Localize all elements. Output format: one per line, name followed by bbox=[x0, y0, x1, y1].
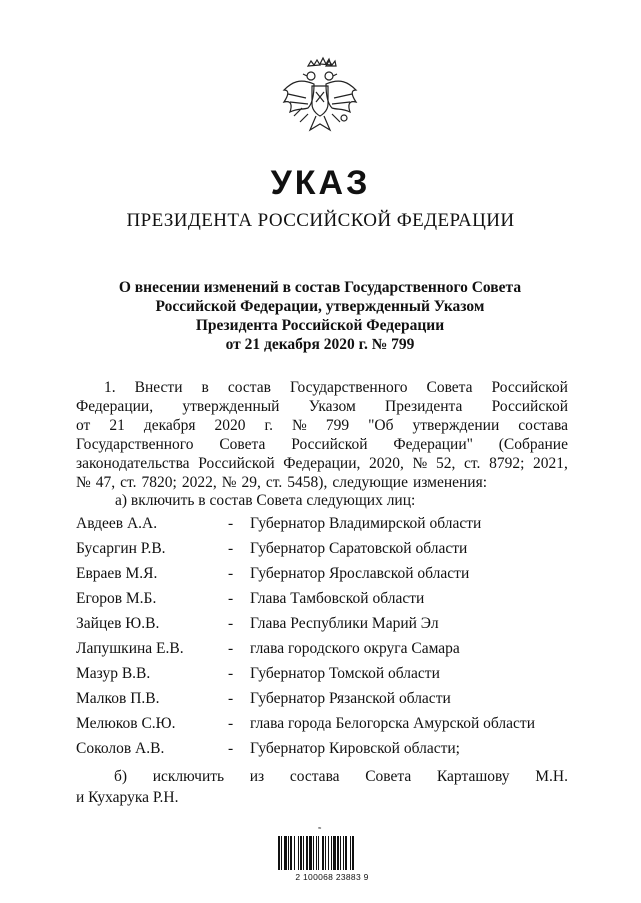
member-row bbox=[76, 714, 576, 739]
barcode-bar bbox=[331, 836, 332, 870]
member-role: Губернатор Владимирской области bbox=[250, 515, 482, 532]
word: Указом bbox=[308, 398, 356, 415]
word: Федерации, bbox=[283, 455, 361, 472]
member-row bbox=[76, 664, 576, 689]
barcode-number: 2 100068 23883 9 bbox=[295, 872, 369, 882]
word: из bbox=[249, 768, 265, 785]
paragraph-line bbox=[76, 454, 568, 473]
word: 2022, bbox=[181, 474, 217, 491]
barcode-bar bbox=[340, 836, 341, 870]
barcode-bar bbox=[337, 836, 339, 870]
member-name: Мелюков С.Ю. bbox=[76, 715, 176, 732]
word: в bbox=[201, 379, 209, 396]
barcode-bar bbox=[300, 836, 302, 870]
member-role: глава города Белогорска Амурской области bbox=[250, 715, 535, 732]
member-role: Губернатор Ярославской области bbox=[250, 565, 470, 582]
barcode-bar bbox=[350, 836, 351, 870]
word: 1. bbox=[104, 379, 116, 396]
word: утвержденный bbox=[182, 398, 280, 415]
word: исключить bbox=[152, 768, 225, 785]
member-dash: - bbox=[228, 590, 234, 607]
word: № bbox=[292, 417, 307, 434]
member-dash: - bbox=[228, 665, 234, 682]
word: 2021, bbox=[533, 455, 568, 472]
member-name: Евраев М.Я. bbox=[76, 565, 158, 582]
member-role: Губернатор Кировской области; bbox=[250, 740, 460, 757]
barcode-bar bbox=[322, 836, 324, 870]
word: следующие bbox=[332, 474, 408, 491]
word: изменения: bbox=[412, 474, 488, 491]
member-dash: - bbox=[228, 565, 234, 582]
barcode-bar bbox=[328, 836, 329, 870]
member-role: Губернатор Саратовской области bbox=[250, 540, 468, 557]
word: ст. bbox=[464, 455, 481, 472]
member-name: Авдеев А.А. bbox=[76, 515, 158, 532]
barcode-bar bbox=[298, 836, 299, 870]
member-row bbox=[76, 639, 576, 664]
barcode-bar bbox=[284, 836, 287, 870]
barcode-bars bbox=[276, 836, 388, 870]
member-role: Глава Республики Марий Эл bbox=[250, 615, 439, 632]
member-name: Соколов А.В. bbox=[76, 740, 165, 757]
word: г. bbox=[264, 417, 274, 434]
barcode-bar bbox=[290, 836, 292, 870]
member-name: Мазур В.В. bbox=[76, 665, 151, 682]
decree-subtitle: ПРЕЗИДЕНТА РОССИЙСКОЙ ФЕДЕРАЦИИ bbox=[126, 210, 515, 231]
word: декабря bbox=[143, 417, 196, 434]
barcode-bar bbox=[288, 836, 289, 870]
member-row bbox=[76, 564, 576, 589]
word: от bbox=[76, 417, 91, 434]
word: № bbox=[76, 474, 91, 491]
member-dash: - bbox=[228, 515, 234, 532]
member-dash: - bbox=[228, 740, 234, 757]
word: состав bbox=[227, 379, 271, 396]
word: № bbox=[221, 474, 237, 491]
member-row bbox=[76, 689, 576, 714]
member-role: Губернатор Рязанской области bbox=[250, 690, 451, 707]
word: ст. bbox=[265, 474, 283, 491]
word: 8792; bbox=[489, 455, 525, 472]
word: б) bbox=[114, 768, 128, 785]
member-role: глава городского округа Самара bbox=[250, 640, 460, 657]
barcode-bar bbox=[318, 836, 319, 870]
word: 2020 bbox=[214, 417, 246, 434]
barcode-bar bbox=[303, 836, 304, 870]
heading-line: О внесении изменений в состав Государственного Совета bbox=[118, 279, 522, 296]
word: 5458), bbox=[287, 474, 328, 491]
subclause-b bbox=[76, 766, 568, 808]
member-role: Губернатор Томской области bbox=[250, 665, 440, 682]
barcode-bar bbox=[313, 836, 314, 870]
barcode-bar bbox=[316, 836, 317, 870]
paragraph-1 bbox=[76, 378, 568, 492]
member-dash: - bbox=[228, 540, 234, 557]
word: 2020, bbox=[369, 455, 404, 472]
subclause-b-line bbox=[76, 766, 568, 787]
paragraph-line bbox=[76, 378, 568, 397]
member-name: Лапушкина Е.В. bbox=[76, 640, 184, 657]
member-dash: - bbox=[228, 640, 234, 657]
word: Совета bbox=[365, 768, 412, 785]
member-row bbox=[76, 539, 576, 564]
barcode-bar bbox=[309, 836, 312, 870]
word: 7820; bbox=[141, 474, 177, 491]
heading-line: Российской Федерации, утвержденный Указом bbox=[155, 298, 485, 315]
member-name: Бусаргин Р.В. bbox=[76, 540, 166, 557]
member-row bbox=[76, 589, 576, 614]
word: Внести bbox=[134, 379, 183, 396]
word: Президента bbox=[385, 398, 463, 415]
word: (Собрание bbox=[498, 436, 568, 453]
barcode-bar bbox=[345, 836, 347, 870]
paragraph-line bbox=[76, 397, 568, 416]
barcode-bar bbox=[343, 836, 344, 870]
subclause-b-line: и Кухарука Р.Н. bbox=[76, 789, 179, 806]
word: М.Н. bbox=[535, 768, 568, 785]
heading-line: от 21 декабря 2020 г. № 799 bbox=[225, 336, 415, 353]
member-row bbox=[76, 514, 576, 539]
word: 52, bbox=[436, 455, 456, 472]
members-list bbox=[76, 514, 576, 764]
barcode-bar bbox=[306, 836, 308, 870]
member-name: Зайцев Ю.В. bbox=[76, 615, 160, 632]
barcode-bar bbox=[352, 836, 354, 870]
word: 799 bbox=[325, 417, 350, 434]
word: состава bbox=[518, 417, 568, 434]
print-mark: ≈ bbox=[318, 826, 322, 832]
member-dash: - bbox=[228, 690, 234, 707]
barcode-bar bbox=[325, 836, 326, 870]
word: состава bbox=[289, 768, 340, 785]
heading-line: Президента Российской Федерации bbox=[195, 317, 445, 334]
member-dash: - bbox=[228, 615, 234, 632]
member-row bbox=[76, 614, 576, 639]
word: Совета bbox=[426, 379, 473, 396]
word: 29, bbox=[241, 474, 261, 491]
word: Российской bbox=[291, 436, 368, 453]
word: 47, bbox=[95, 474, 116, 491]
word: ст. bbox=[120, 474, 137, 491]
word: Российской bbox=[198, 455, 275, 472]
paragraph-line bbox=[76, 473, 568, 492]
word: "Об bbox=[368, 417, 394, 434]
paragraph-line bbox=[76, 416, 568, 435]
paragraph-line bbox=[76, 435, 568, 454]
word: Совета bbox=[219, 436, 266, 453]
member-row bbox=[76, 739, 576, 764]
word: Российской bbox=[491, 398, 568, 415]
word: Федерации" bbox=[393, 436, 473, 453]
word: 21 bbox=[109, 417, 125, 434]
decree-title: УКАЗ bbox=[270, 164, 371, 202]
word: Карташову bbox=[436, 768, 510, 785]
word: Государственного bbox=[76, 436, 194, 453]
barcode-bar bbox=[278, 836, 280, 870]
barcode-bar bbox=[333, 836, 336, 870]
word: Государственного bbox=[289, 379, 408, 396]
barcode bbox=[276, 826, 388, 884]
member-name: Егоров М.Б. bbox=[76, 590, 157, 607]
barcode-bar bbox=[294, 836, 295, 870]
member-dash: - bbox=[228, 715, 234, 732]
member-role: Глава Тамбовской области bbox=[250, 590, 425, 607]
barcode-bar bbox=[281, 836, 282, 870]
coat-of-arms-emblem bbox=[278, 56, 362, 140]
subclause-a: а) включить в состав Совета следующих лиц: bbox=[115, 492, 416, 509]
word: законодательства bbox=[76, 455, 190, 472]
word: Российской bbox=[491, 379, 568, 396]
word: № bbox=[412, 455, 428, 472]
member-name: Малков П.В. bbox=[76, 690, 160, 707]
word: утверждении bbox=[412, 417, 500, 434]
word: Федерации, bbox=[76, 398, 154, 415]
decree-heading bbox=[90, 278, 550, 354]
